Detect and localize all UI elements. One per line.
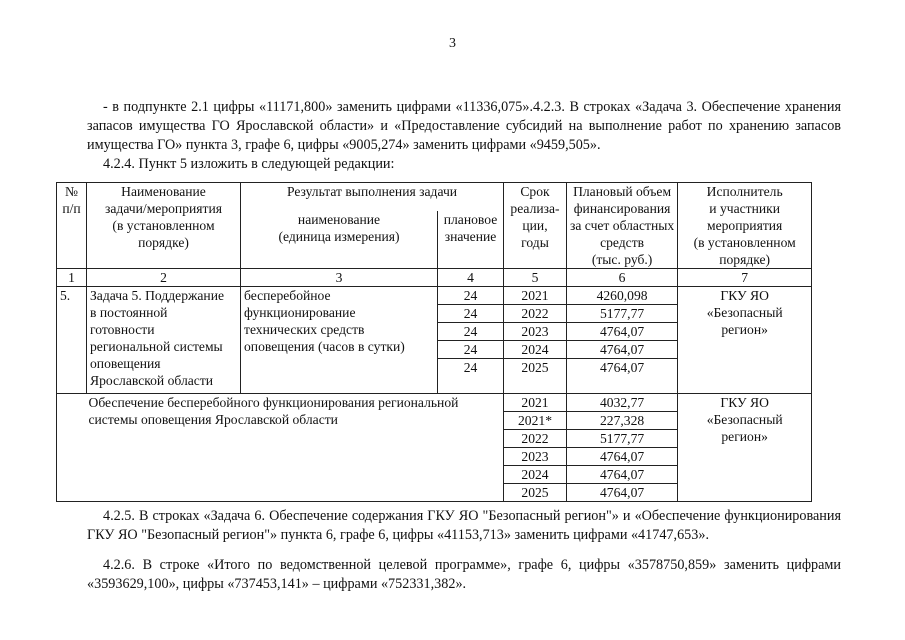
column-number: 5 xyxy=(504,269,567,287)
header-task-name: Наименование задачи/мероприятия (в установленном порядке) xyxy=(87,183,241,269)
header-plan-value: плановое значение xyxy=(438,211,504,268)
year: 2024 xyxy=(504,341,567,359)
paragraph-4-2-4-text: 4.2.4. Пункт 5 изложить в следующей редакции: xyxy=(103,156,395,172)
plan-value: 24 xyxy=(438,323,504,341)
plan-value: 24 xyxy=(438,341,504,359)
header-funding: Плановый объем финансирования за счет областных средств (тыс. руб.) xyxy=(567,183,678,269)
paragraph-4-2-6 xyxy=(87,556,841,594)
column-number: 4 xyxy=(438,269,504,287)
plan-value: 24 xyxy=(438,287,504,305)
year: 2021 xyxy=(504,287,567,305)
year: 2021* xyxy=(504,412,567,430)
year: 2025 xyxy=(504,359,567,394)
paragraph-4-2-5 xyxy=(87,507,841,545)
amount: 4032,77 xyxy=(567,394,678,412)
column-numbers-row xyxy=(57,269,812,287)
header-term: Срок реализа- ции, годы xyxy=(504,183,567,269)
amount: 4764,07 xyxy=(567,484,678,502)
header-number: № п/п xyxy=(57,183,87,269)
task-executor: ГКУ ЯО «Безопасный регион» xyxy=(678,287,812,394)
year: 2021 xyxy=(504,394,567,412)
activity-executor: ГКУ ЯО «Безопасный регион» xyxy=(678,394,812,502)
year: 2025 xyxy=(504,484,567,502)
task-name: Задача 5. Поддержание в постоянной готовности региональной системы оповещения Ярославской области xyxy=(87,287,241,394)
amount: 227,328 xyxy=(567,412,678,430)
amount: 4764,07 xyxy=(567,359,678,394)
column-number: 2 xyxy=(87,269,241,287)
header-result-group: Результат выполнения задачи xyxy=(241,183,504,212)
paragraph-4-2-4 xyxy=(87,155,841,174)
paragraph-4-2-6-text: 4.2.6. В строке «Итого по ведомственной целевой программе», графе 6, цифры «3578750,859» заменить цифрами «3593629,100», цифры «737453,141» – цифрами «752331,382». xyxy=(87,557,841,592)
year: 2022 xyxy=(504,305,567,323)
task-number: 5. xyxy=(57,287,87,394)
page-number: 3 xyxy=(449,36,456,51)
column-number: 7 xyxy=(678,269,812,287)
paragraph-4-2-2 xyxy=(87,98,841,155)
amount: 4764,07 xyxy=(567,466,678,484)
year: 2024 xyxy=(504,466,567,484)
paragraph-4-2-2-text: - в подпункте 2.1 цифры «11171,800» заменить цифрами «11336,075».4.2.3. В строках «Задача 3. Обеспечение хранения запасов имущества ГО Ярославской области» и «Предоставление субсидий на выполнение работ по хранению запасов имущества ГО» пункта 3, графе 6, цифры «9005,274» заменить цифрами «9459,505». xyxy=(87,99,841,153)
year: 2023 xyxy=(504,448,567,466)
plan-value: 24 xyxy=(438,359,504,394)
column-number: 1 xyxy=(57,269,87,287)
header-executor: Исполнитель и участники мероприятия (в установленном порядке) xyxy=(678,183,812,269)
column-number: 3 xyxy=(241,269,438,287)
task-row xyxy=(57,287,812,305)
activity-row xyxy=(57,394,812,412)
amount: 5177,77 xyxy=(567,305,678,323)
amount: 4764,07 xyxy=(567,323,678,341)
amount: 4260,098 xyxy=(567,287,678,305)
column-number: 6 xyxy=(567,269,678,287)
activity-name: Обеспечение бесперебойного функционирования региональной системы оповещения Ярославской области xyxy=(87,394,504,502)
amount: 5177,77 xyxy=(567,430,678,448)
task-result: бесперебойное функционирование технических средств оповещения (часов в сутки) xyxy=(241,287,438,394)
program-table xyxy=(56,182,812,502)
year: 2022 xyxy=(504,430,567,448)
header-result-name: наименование (единица измерения) xyxy=(241,211,438,268)
amount: 4764,07 xyxy=(567,341,678,359)
year: 2023 xyxy=(504,323,567,341)
plan-value: 24 xyxy=(438,305,504,323)
table-header-row xyxy=(57,183,812,212)
activity-blank xyxy=(57,394,87,502)
paragraph-4-2-5-text: 4.2.5. В строках «Задача 6. Обеспечение содержания ГКУ ЯО "Безопасный регион"» и «Обеспечение функционирования ГКУ ЯО "Безопасный регион"» пункта 6, графе 6, цифры «41153,713» заменить цифрами «41747,653». xyxy=(87,508,841,543)
amount: 4764,07 xyxy=(567,448,678,466)
